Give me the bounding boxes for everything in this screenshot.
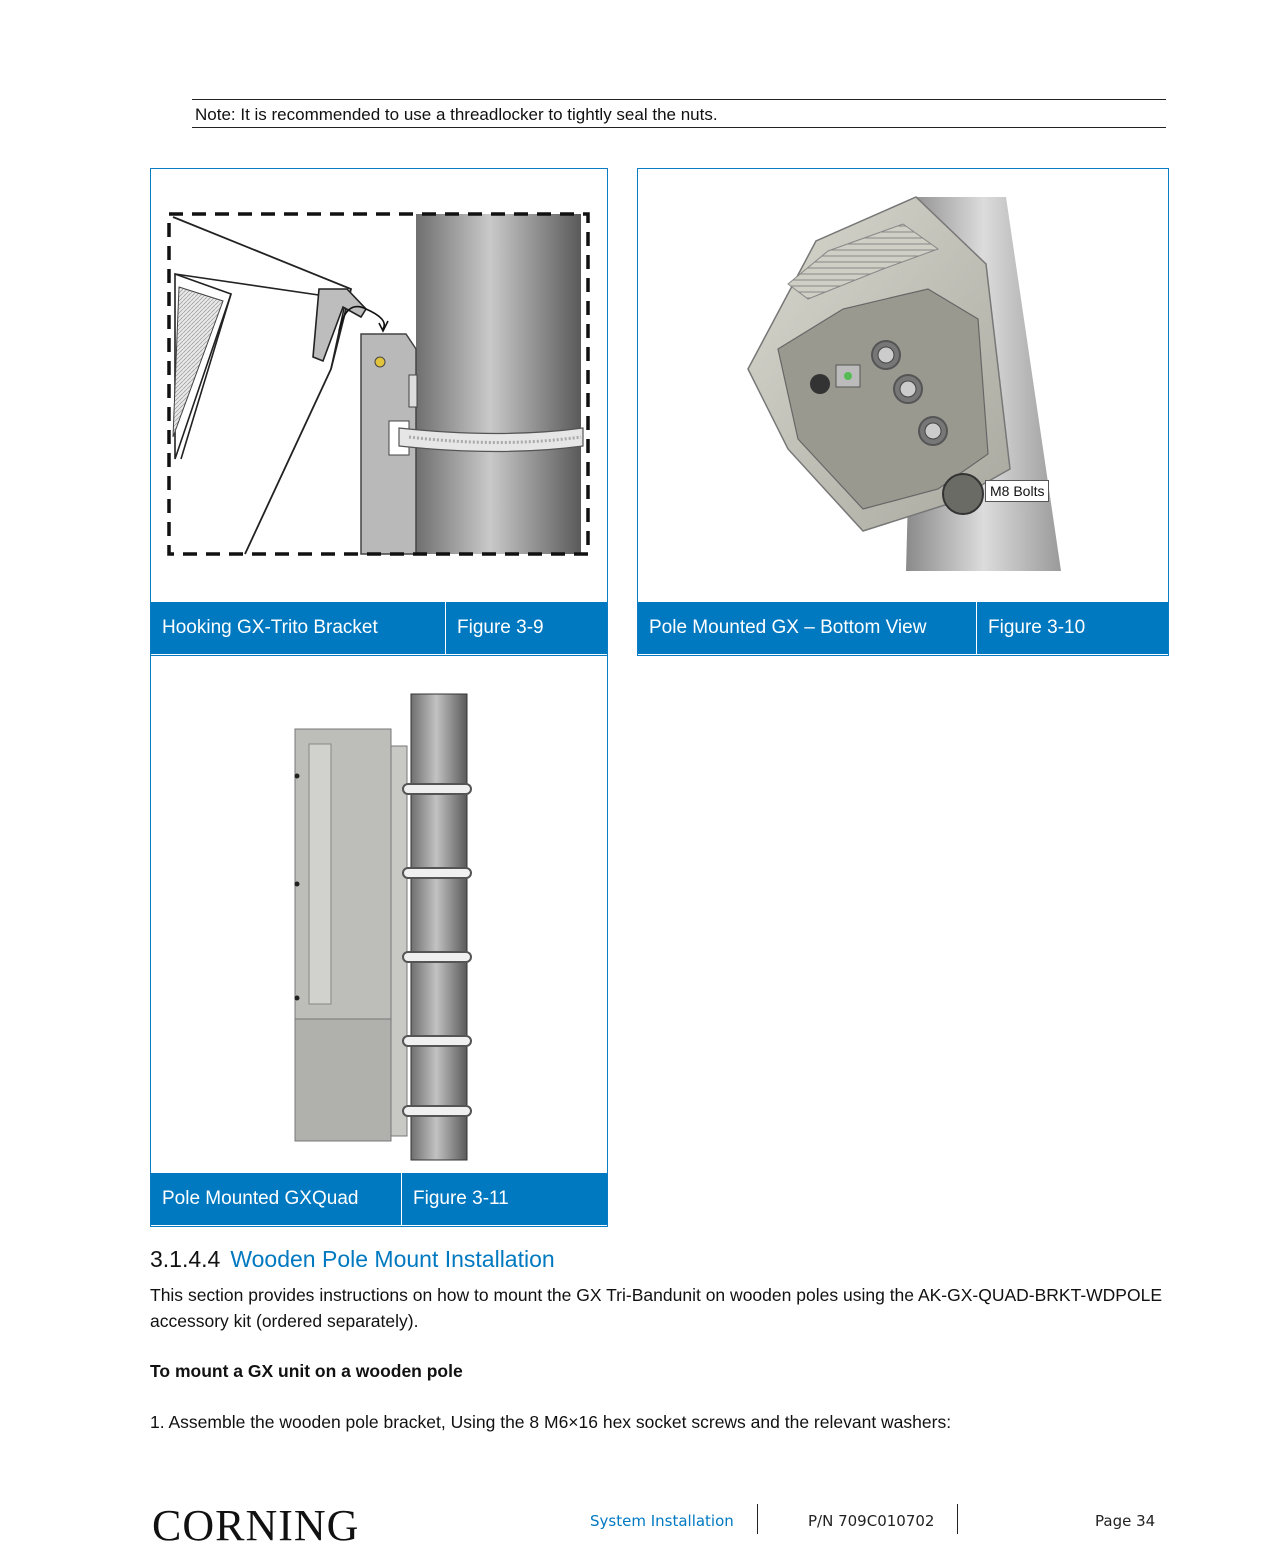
step-1: 1. Assemble the wooden pole bracket, Using the 8 M6×16 hex socket screws and the relevant washers: — [150, 1412, 952, 1432]
figure-title: Pole Mounted GXQuad — [151, 1173, 402, 1225]
gxquad-pole-illustration — [151, 656, 607, 1172]
figure-3-11-caption — [151, 1173, 607, 1225]
note-text: Note: It is recommended to use a threadlocker to tightly seal the nuts. — [192, 99, 1166, 128]
figure-3-10-box — [637, 168, 1169, 656]
figure-number: Figure 3-10 — [988, 617, 1086, 638]
procedure-title: To mount a GX unit on a wooden pole — [150, 1361, 463, 1381]
section-paragraph: This section provides instructions on how to mount the GX Tri-Bandunit on wooden poles using the AK-GX-QUAD-BRKT-WDPOLE accessory kit (ordered separately). — [150, 1285, 1162, 1331]
footer-page: Page 34 — [1095, 1512, 1156, 1530]
bracket-hook-illustration — [151, 169, 607, 601]
corning-logo: CORNING — [152, 1501, 360, 1550]
section-number: 3.1.4.4 — [150, 1246, 221, 1272]
footer-divider — [957, 1504, 958, 1534]
figure-3-10-caption — [638, 602, 1168, 654]
footer-part-number: P/N 709C010702 — [808, 1512, 935, 1530]
m8-bolts-callout: M8 Bolts — [985, 480, 1049, 502]
figure-3-11-box — [150, 655, 608, 1227]
section-title: Wooden Pole Mount Installation — [230, 1246, 555, 1272]
figure-3-9-caption — [151, 602, 607, 654]
figure-3-9-box — [150, 168, 608, 656]
figure-title: Hooking GX-Trito Bracket — [151, 602, 446, 654]
figure-number: Figure 3-11 — [413, 1188, 509, 1209]
bottom-view-photo — [638, 169, 1168, 601]
section-heading — [150, 1246, 555, 1273]
figure-number: Figure 3-9 — [457, 617, 544, 638]
figure-title: Pole Mounted GX – Bottom View — [638, 602, 977, 654]
footer-divider — [757, 1504, 758, 1534]
footer-section: System Installation — [590, 1512, 734, 1530]
